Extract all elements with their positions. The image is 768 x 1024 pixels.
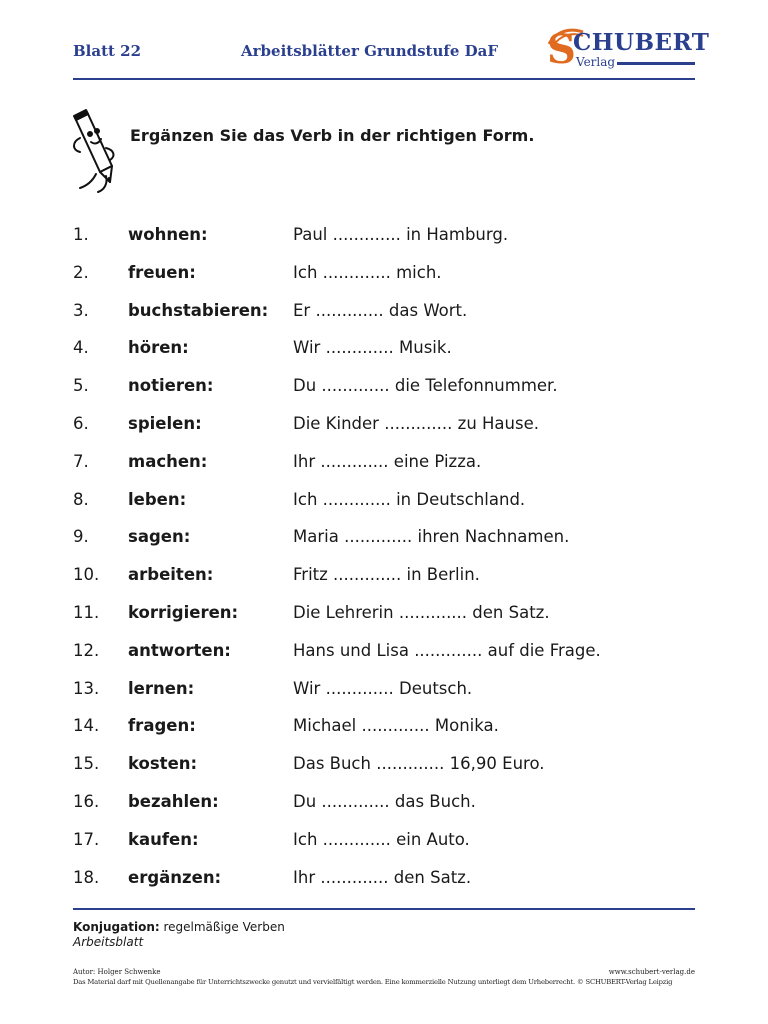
- topic-value: regelmäßige Verben: [163, 920, 285, 934]
- sentence-start: Wir: [293, 678, 321, 698]
- exercise-instruction: Ergänzen Sie das Verb in der richtigen Form.: [130, 126, 535, 145]
- item-number: 3.: [73, 300, 89, 320]
- answer-blank: .............: [344, 527, 413, 547]
- item-sentence: [293, 488, 525, 512]
- item-verb: spielen:: [128, 413, 202, 433]
- item-verb: buchstabieren:: [128, 300, 269, 320]
- item-sentence: [293, 828, 470, 852]
- sentence-end: in Hamburg.: [406, 225, 509, 244]
- worksheet-type: Arbeitsblatt: [73, 935, 144, 949]
- logo-wordmark: CHUBERT: [573, 29, 710, 56]
- sentence-start: Hans und Lisa: [293, 640, 409, 660]
- item-number: 13.: [73, 678, 100, 698]
- item-verb: ergänzen:: [128, 867, 222, 887]
- item-verb: fragen:: [128, 716, 196, 736]
- page-header: [73, 26, 710, 74]
- sentence-start: Die Lehrerin: [293, 602, 394, 622]
- sentence-end: ein Auto.: [396, 829, 470, 849]
- header-divider: [73, 78, 695, 80]
- sentence-end: den Satz.: [393, 867, 472, 887]
- sentence-start: Ihr: [293, 867, 316, 887]
- answer-blank: .............: [398, 602, 468, 622]
- answer-blank: .............: [320, 451, 389, 471]
- logo-letter-s: S: [547, 26, 576, 73]
- answer-blank: .............: [332, 225, 401, 244]
- item-number: 1.: [73, 225, 89, 244]
- item-verb: sagen:: [128, 527, 191, 547]
- item-number: 6.: [73, 413, 89, 433]
- sentence-start: Er: [293, 300, 311, 320]
- sentence-end: das Buch.: [394, 791, 476, 811]
- item-number: 17.: [73, 829, 100, 849]
- sentence-end: Monika.: [434, 716, 499, 736]
- item-sentence: [293, 261, 442, 285]
- answer-blank: .............: [315, 300, 384, 320]
- answer-blank: .............: [376, 754, 445, 774]
- item-sentence: [293, 563, 480, 587]
- sentence-start: Ihr: [293, 451, 316, 471]
- topic-label: Konjugation:: [73, 920, 160, 934]
- item-verb: hören:: [128, 338, 189, 358]
- item-sentence: [293, 639, 601, 663]
- item-sentence: [293, 525, 569, 549]
- item-sentence: [293, 299, 467, 323]
- footer-divider: [73, 908, 695, 910]
- author-credit: Autor: Holger Schwenke: [73, 968, 161, 976]
- item-sentence: [293, 412, 539, 436]
- sentence-end: zu Hause.: [457, 413, 539, 433]
- item-sentence: [293, 450, 481, 474]
- item-sentence: [293, 223, 508, 247]
- logo-subtitle: Verlag: [576, 55, 616, 69]
- sentence-end: mich.: [396, 262, 442, 282]
- item-number: 18.: [73, 867, 100, 887]
- sentence-end: die Telefonnummer.: [394, 376, 558, 396]
- item-number: 16.: [73, 791, 100, 811]
- sentence-start: Ich: [293, 262, 318, 282]
- publisher-website: www.schubert-verlag.de: [608, 968, 695, 976]
- copyright-notice: Das Material darf mit Quellenangabe für Unterrichtszwecke genutzt und vervielfältigt werden. Eine kommerzielle Nutzung unterliegt dem Urheberrecht. © SCHUBERT-Verlag Leipzig: [73, 978, 673, 986]
- item-number: 11.: [73, 602, 100, 622]
- sentence-end: 16,90 Euro.: [449, 754, 545, 774]
- sentence-start: Ich: [293, 489, 318, 509]
- logo-underline: [617, 62, 695, 65]
- sentence-end: Musik.: [399, 338, 452, 358]
- item-verb: bezahlen:: [128, 791, 219, 811]
- answer-blank: .............: [321, 376, 390, 396]
- sentence-end: das Wort.: [388, 300, 468, 320]
- item-verb: antworten:: [128, 640, 231, 660]
- answer-blank: .............: [322, 829, 391, 849]
- sentence-end: in Deutschland.: [396, 489, 526, 509]
- item-number: 7.: [73, 451, 89, 471]
- item-verb: notieren:: [128, 376, 214, 396]
- sentence-start: Ich: [293, 829, 318, 849]
- footer-topic: [73, 920, 285, 935]
- answer-blank: .............: [325, 678, 394, 698]
- sentence-end: auf die Frage.: [487, 640, 601, 660]
- sentence-start: Die Kinder: [293, 413, 379, 433]
- pencil-icon: [66, 108, 128, 194]
- item-sentence: [293, 601, 550, 625]
- sentence-start: Michael: [293, 716, 357, 736]
- item-number: 4.: [73, 338, 89, 358]
- item-verb: wohnen:: [128, 225, 208, 244]
- item-verb: machen:: [128, 451, 208, 471]
- item-verb: lernen:: [128, 678, 195, 698]
- item-verb: korrigieren:: [128, 602, 239, 622]
- sentence-start: Fritz: [293, 565, 328, 585]
- sentence-end: den Satz.: [472, 602, 550, 622]
- item-number: 15.: [73, 754, 100, 774]
- item-sentence: [293, 790, 476, 814]
- sentence-start: Du: [293, 376, 317, 396]
- answer-blank: .............: [320, 867, 389, 887]
- sentence-start: Du: [293, 791, 317, 811]
- item-sentence: [293, 714, 499, 738]
- item-sentence: [293, 752, 545, 776]
- item-verb: kosten:: [128, 754, 198, 774]
- answer-blank: .............: [325, 338, 394, 358]
- item-sentence: [293, 866, 471, 890]
- answer-blank: .............: [333, 565, 402, 585]
- sentence-start: Wir: [293, 338, 321, 358]
- sentence-end: eine Pizza.: [393, 451, 482, 471]
- item-verb: leben:: [128, 489, 187, 509]
- item-verb: arbeiten:: [128, 565, 214, 585]
- answer-blank: .............: [361, 716, 430, 736]
- item-number: 8.: [73, 489, 89, 509]
- sentence-end: ihren Nachnamen.: [417, 527, 570, 547]
- answer-blank: .............: [414, 640, 483, 660]
- sentence-start: Das Buch: [293, 754, 371, 774]
- sentence-end: in Berlin.: [406, 565, 480, 585]
- item-sentence: [293, 677, 472, 701]
- item-sentence: [293, 374, 558, 398]
- item-verb: freuen:: [128, 262, 196, 282]
- sheet-number: Blatt 22: [73, 42, 142, 60]
- item-sentence: [293, 336, 452, 360]
- item-number: 12.: [73, 640, 100, 660]
- item-verb: kaufen:: [128, 829, 199, 849]
- publisher-logo: [545, 26, 710, 74]
- sentence-start: Paul: [293, 225, 328, 244]
- answer-blank: .............: [384, 413, 453, 433]
- item-number: 2.: [73, 262, 89, 282]
- answer-blank: .............: [322, 262, 391, 282]
- answer-blank: .............: [322, 489, 391, 509]
- sentence-start: Maria: [293, 527, 339, 547]
- item-number: 9.: [73, 527, 89, 547]
- item-number: 14.: [73, 716, 100, 736]
- series-title: Arbeitsblätter Grundstufe DaF: [241, 42, 498, 60]
- item-number: 5.: [73, 376, 89, 396]
- sentence-end: Deutsch.: [399, 678, 473, 698]
- answer-blank: .............: [321, 791, 390, 811]
- item-number: 10.: [73, 565, 100, 585]
